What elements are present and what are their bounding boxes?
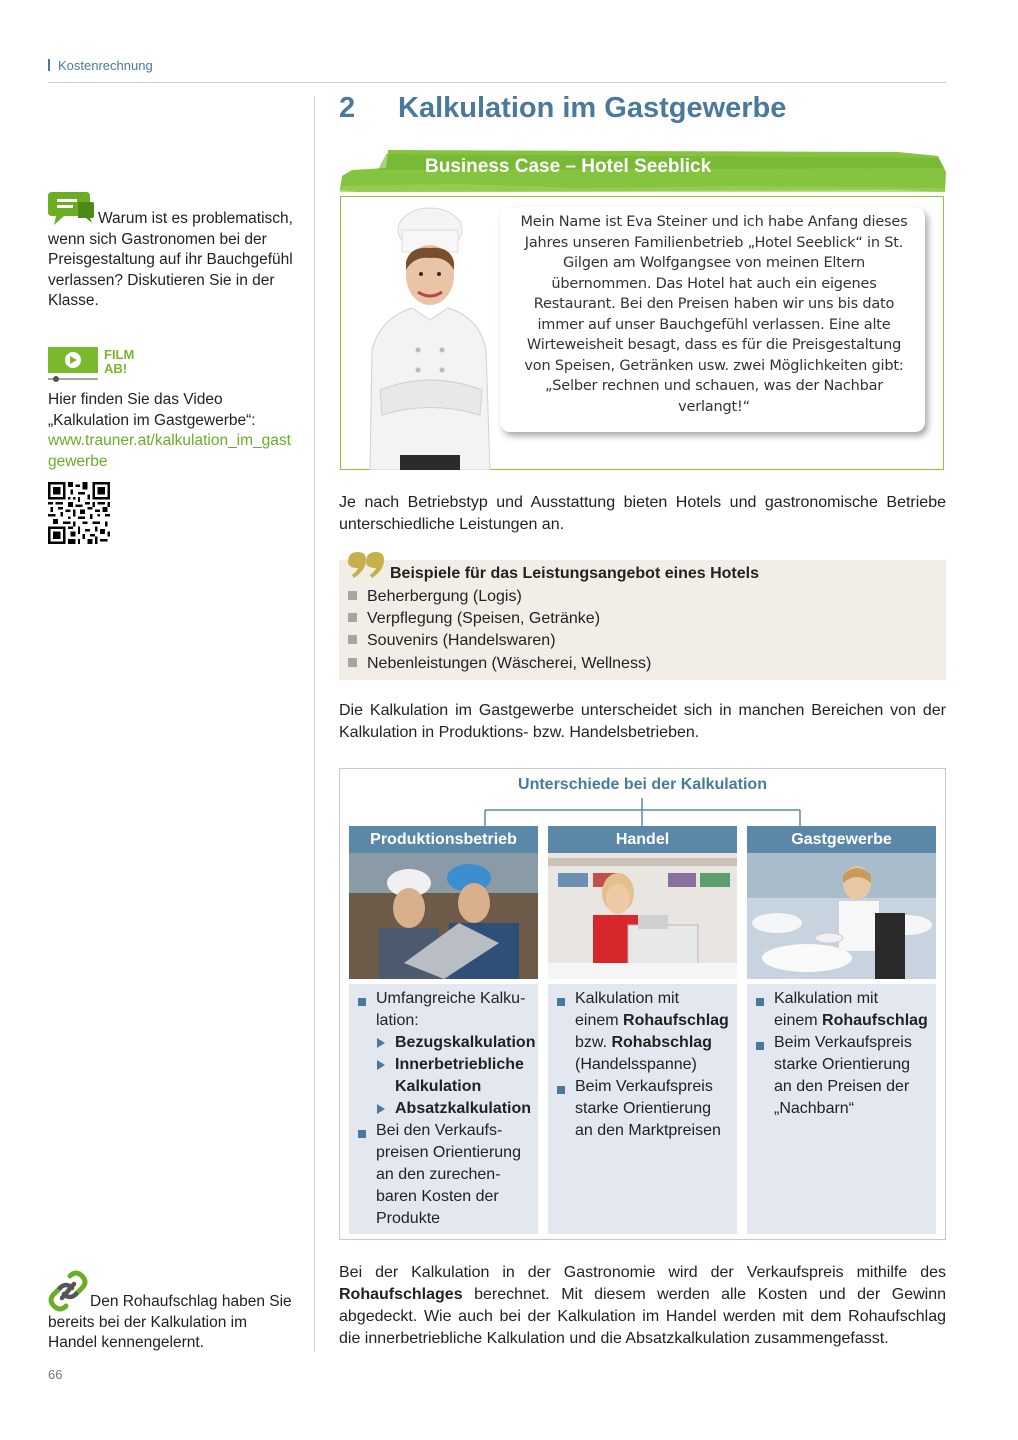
header-divider bbox=[48, 82, 946, 83]
quote-icon bbox=[346, 548, 386, 580]
film-link[interactable]: www.trauner.at/kalkulation_im_gastgewerbe bbox=[48, 432, 291, 470]
restaurant-waitress-photo bbox=[747, 853, 936, 979]
rohaufschlag-note bbox=[48, 1270, 298, 1354]
example-item: Beherbergung (Logis) bbox=[348, 588, 522, 606]
qr-code[interactable] bbox=[48, 482, 110, 544]
business-case-title: Business Case – Hotel Seeblick bbox=[425, 156, 712, 177]
column-head: Gastgewerbe bbox=[747, 826, 936, 853]
column-produktionsbetrieb bbox=[349, 826, 538, 1234]
diagram-connector bbox=[339, 796, 946, 828]
section-title: Kostenrechnung bbox=[58, 58, 153, 73]
chef-portrait bbox=[350, 200, 500, 470]
column-head: Handel bbox=[548, 826, 737, 853]
paragraph-rohaufschlag: Bei der Kalkulation in der Gastronomie wird der Verkaufspreis mithilfe des Rohaufschlages berechnet. Mit diesem werden alle Kosten und der Gewinn abgedeckt. Wie auch bei der Kalkulation im Handel werden mit dem Rohaufschlag die innerbetriebliche Kalkulation und die Absatzkalkulation zusammengefasst. bbox=[339, 1264, 946, 1347]
discussion-question bbox=[48, 190, 293, 312]
video-play-icon bbox=[48, 347, 98, 385]
column-body: Kalkulation mit einem Rohaufschlag Beim Verkaufspreis starke Orientierung an den Preisen der „Nachbarn“ bbox=[747, 984, 936, 1234]
column-divider bbox=[314, 96, 315, 1352]
column-handel bbox=[548, 826, 737, 1234]
speech-text: Mein Name ist Eva Steiner und ich habe Anfang dieses Jahres unseren Familienbetrieb „Hotel Seeblick“ in St. Gilgen am Wolfgangsee von meinen Eltern übernommen. Das Hotel hat auch ein eigenes Restaurant. Bei den Preisen haben wir uns bis dato immer auf unser Bauchgefühl verlassen. Eine alte Wirteweisheit besagt, dass es für die Preisgestaltung von Speisen, Getränken usw. zwei Möglichkeiten gibt: „Selber rechnen und schauen, was der Nachbar verlangt!“ bbox=[520, 214, 908, 415]
example-item: Souvenirs (Handelswaren) bbox=[348, 632, 556, 650]
column-body: Umfangreiche Kalku- lation: Bezugskalkulation Innerbetriebliche Kalkulation Absatzkalkulation Bei den Verkaufs- preisen Orientierung an den zurechen- baren Kosten der Produkte bbox=[349, 984, 538, 1234]
paragraph-differences: Die Kalkulation im Gastgewerbe unterscheidet sich in manchen Bereichen von der Kalkulation in Produktions- bzw. Handelsbetrieben. bbox=[339, 702, 946, 741]
page-number: 66 bbox=[48, 1367, 63, 1382]
link-note-text: Den Rohaufschlag haben Sie bereits bei der Kalkulation im Handel kennengelernt. bbox=[48, 1293, 292, 1351]
example-item: Verpflegung (Speisen, Getränke) bbox=[348, 610, 600, 628]
speech-bubble-icon bbox=[48, 190, 94, 228]
film-note bbox=[48, 390, 298, 472]
running-head bbox=[48, 58, 153, 73]
diagram-title: Unterschiede bei der Kalkulation bbox=[518, 776, 767, 793]
question-text: Warum ist es problematisch, wenn sich Gastronomen bei der Preisgestaltung auf ihr Bauchgefühl verlassen? Diskutieren Sie in der Klasse. bbox=[48, 210, 293, 309]
example-item: Nebenleistungen (Wäscherei, Wellness) bbox=[348, 655, 651, 673]
production-workers-photo bbox=[349, 853, 538, 979]
column-head: Produktionsbetrieb bbox=[349, 826, 538, 853]
column-body: Kalkulation mit einem Rohaufschlag bzw. Rohabschlag (Handelsspanne) Beim Verkaufspreis starke Orientierung an den Marktpreisen bbox=[548, 984, 737, 1234]
retail-cashier-photo bbox=[548, 853, 737, 979]
chapter-title: Kalkulation im Gastgewerbe bbox=[398, 92, 787, 124]
examples-title: Beispiele für das Leistungsangebot eines Hotels bbox=[390, 565, 759, 582]
intro-paragraph: Je nach Betriebstyp und Ausstattung bieten Hotels und gastronomische Betriebe unterschiedliche Leistungen an. bbox=[339, 494, 946, 533]
film-label: FILM AB! bbox=[104, 347, 135, 376]
column-gastgewerbe bbox=[747, 826, 936, 1234]
film-description: Hier finden Sie das Video „Kalkulation im Gastgewerbe“: bbox=[48, 391, 256, 429]
chapter-number: 2 bbox=[339, 92, 356, 124]
chain-link-icon bbox=[48, 1270, 88, 1312]
